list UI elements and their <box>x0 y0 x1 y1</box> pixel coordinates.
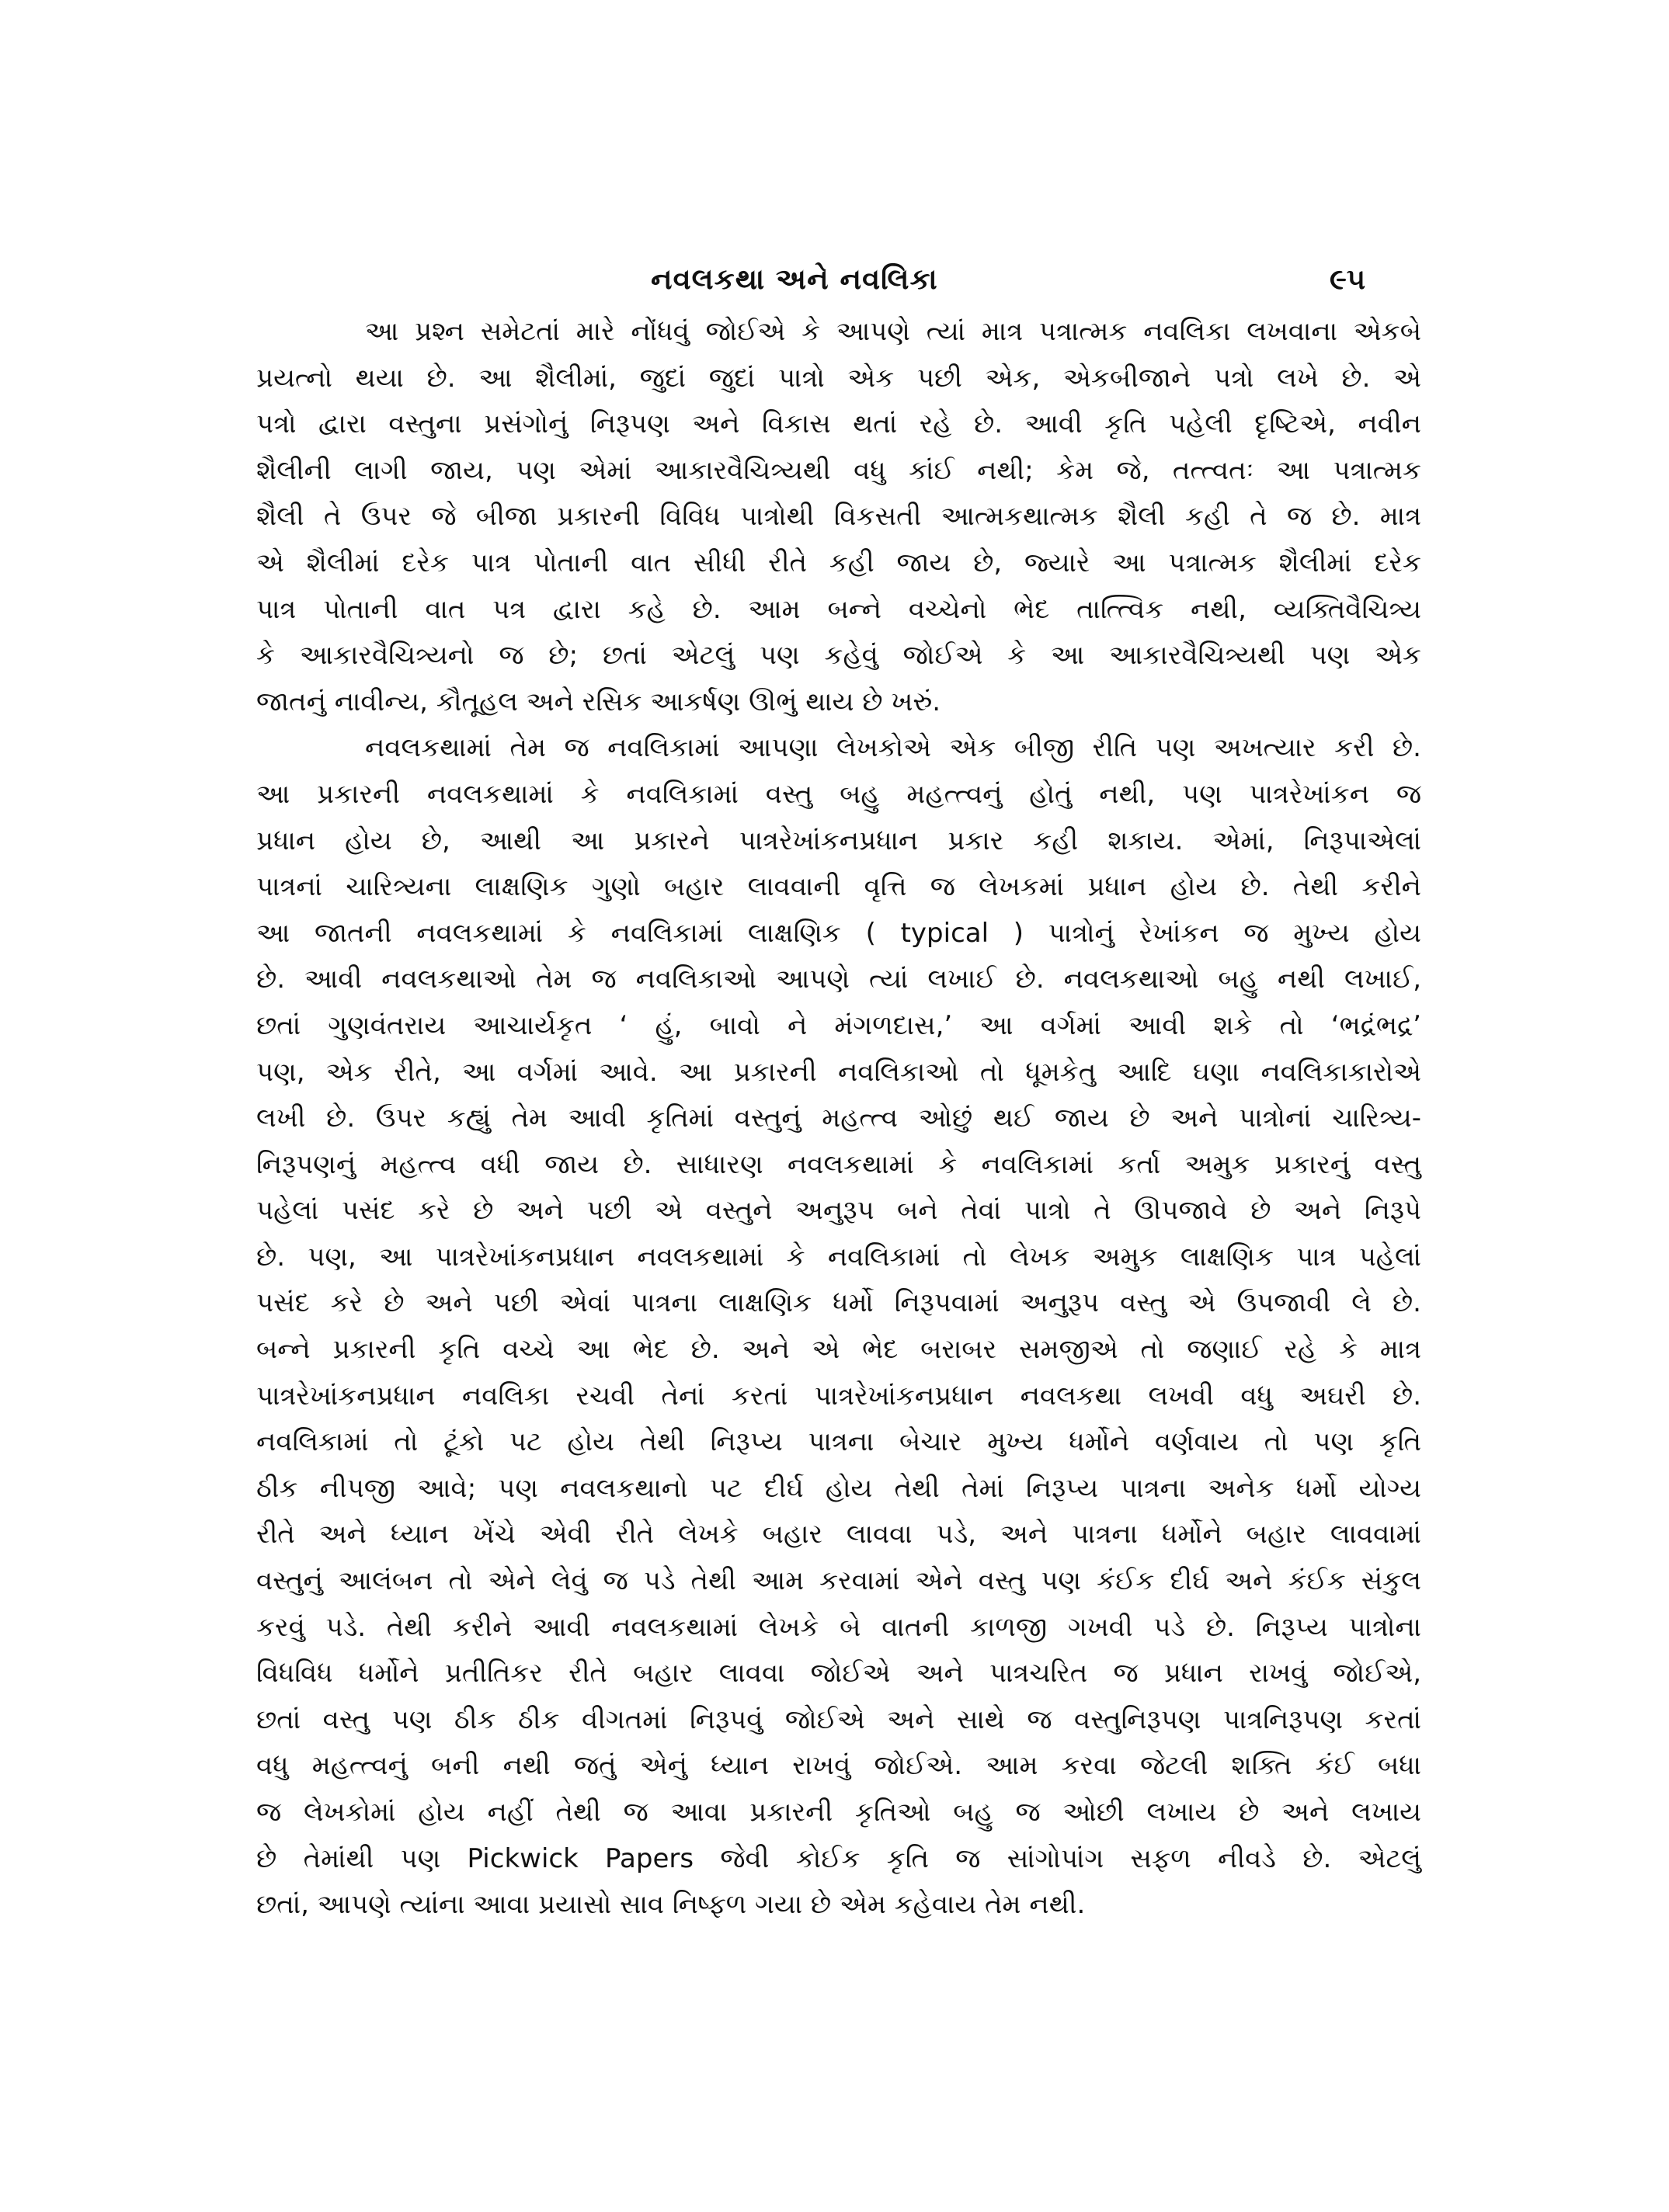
text-line: નવલિકામાં તો ટૂંકો પટ હોય તેથી નિરૂપ્ય પાત્રના બેચાર મુખ્ય ધર્મોને વર્ણવાય તો પણ કૃતિ <box>256 1426 1421 1458</box>
text-line: શૈલી તે ઉપર જે બીજા પ્રકારની વિવિધ પાત્રોથી વિકસતી આત્મકથાત્મક શૈલી કહી તે જ છે. માત્ર <box>256 501 1421 533</box>
text-line: છે. પણ, આ પાત્રરેખાંકનપ્રધાન નવલકથામાં કે નવલિકામાં તો લેખક અમુક લાક્ષણિક પાત્ર પહેલાં <box>256 1241 1421 1273</box>
text-line: પહેલાં પસંદ કરે છે અને પછી એ વસ્તુને અનુરૂપ બને તેવાં પાત્રો તે ઊપજાવે છે અને નિરૂપે <box>256 1195 1421 1227</box>
text-line: વિધવિધ ધર્મોને પ્રતીતિકર રીતે બહાર લાવવા જોઈએ અને પાત્રચરિત જ પ્રધાન રાખવું જોઈએ, <box>256 1658 1421 1689</box>
text-line: બન્ને પ્રકારની કૃતિ વચ્ચે આ ભેદ છે. અને એ ભેદ બરાબર સમજીએ તો જણાઈ રહે કે માત્ર <box>256 1334 1421 1366</box>
text-line: પાત્રનાં ચારિત્ર્યના લાક્ષણિક ગુણો બહાર લાવવાની વૃત્તિ જ લેખકમાં પ્રધાન હોય છે. તેથી કરીને <box>256 871 1421 903</box>
text-line: જ લેખકોમાં હોય નહીં તેથી જ આવા પ્રકારની કૃતિઓ બહુ જ ઓછી લખાય છે અને લખાય <box>256 1797 1421 1828</box>
text-line: શૈલીની લાગી જાય, પણ એમાં આકારવૈચિત્ર્યથી વધુ કાંઈ નથી; કેમ જે, તત્ત્વતઃ આ પત્રાત્મક <box>256 454 1421 486</box>
text-line: કરવું પડે. તેથી કરીને આવી નવલકથામાં લેખકે બે વાતની કાળજી ગખવી પડે છે. નિરૂપ્ય પાત્રોના <box>256 1611 1421 1643</box>
text-line: આ પ્રકારની નવલકથામાં કે નવલિકામાં વસ્તુ બહુ મહત્ત્વનું હોતું નથી, પણ પાત્રરેખાંકન જ <box>256 778 1421 810</box>
page-number: ૯૫ <box>1330 262 1366 296</box>
body-text <box>256 309 1421 1929</box>
text-line: પાત્ર પોતાની વાત પત્ર દ્વારા કહે છે. આમ બન્ને વચ્ચેનો ભેદ તાત્ત્વિક નથી, વ્યક્તિવૈચિત્ર્ય <box>256 593 1421 625</box>
running-title: નવલકથા અને નવલિકા <box>651 262 938 296</box>
text-line: પત્રો દ્વારા વસ્તુના પ્રસંગોનું નિરૂપણ અને વિકાસ થતાં રહે છે. આવી કૃતિ પહેલી દૃષ્ટિએ, નવીન <box>256 408 1421 440</box>
text-line: પાત્રરેખાંકનપ્રધાન નવલિકા રચવી તેનાં કરતાં પાત્રરેખાંકનપ્રધાન નવલકથા લખવી વધુ અઘરી છે. <box>256 1380 1421 1412</box>
text-line: કે આકારવૈચિત્ર્યનો જ છે; છતાં એટલું પણ કહેવું જોઈએ કે આ આકારવૈચિત્ર્યથી પણ એક <box>256 640 1421 672</box>
text-line: આ જાતની નવલકથામાં કે નવલિકામાં લાક્ષણિક ( typical ) પાત્રોનું રેખાંકન જ મુખ્ય હોય <box>256 917 1421 949</box>
text-line: ઠીક નીપજી આવે; પણ નવલકથાનો પટ દીર્ઘ હોય તેથી તેમાં નિરૂપ્ય પાત્રના અનેક ધર્મો યોગ્ય <box>256 1472 1421 1504</box>
paragraph <box>256 725 1421 1928</box>
text-line: પસંદ કરે છે અને પછી એવાં પાત્રના લાક્ષણિક ધર્મો નિરૂપવામાં અનુરૂપ વસ્તુ એ ઉપજાવી લે છે. <box>256 1287 1421 1319</box>
text-line: નિરૂપણનું મહત્ત્વ વધી જાય છે. સાધારણ નવલકથામાં કે નવલિકામાં કર્તા અમુક પ્રકારનું વસ્તુ <box>256 1148 1421 1180</box>
text-line: આ પ્રશ્ન સમેટતાં મારે નોંધવું જોઈએ કે આપણે ત્યાં માત્ર પત્રાત્મક નવલિકા લખવાના એકબે <box>365 316 1421 347</box>
text-line: છતાં વસ્તુ પણ ઠીક ઠીક વીગતમાં નિરૂપવું જોઈએ અને સાથે જ વસ્તુનિરૂપણ પાત્રનિરૂપણ કરતાં <box>256 1703 1421 1735</box>
paragraph <box>256 309 1421 725</box>
text-line: વસ્તુનું આલંબન તો એને લેવું જ પડે તેથી આમ કરવામાં એને વસ્તુ પણ કંઈક દીર્ઘ અને કંઈક સંકુલ <box>256 1565 1421 1597</box>
text-line: છતાં ગુણવંતરાય આચાર્યકૃત ‘ હું, બાવો ને મંગળદાસ,’ આ વર્ગમાં આવી શકે તો ‘ભદ્રંભદ્ર’ <box>256 1009 1421 1041</box>
text-line: છે. આવી નવલકથાઓ તેમ જ નવલિકાઓ આપણે ત્યાં લખાઈ છે. નવલકથાઓ બહુ નથી લખાઈ, <box>256 964 1421 995</box>
text-line: પણ, એક રીતે, આ વર્ગમાં આવે. આ પ્રકારની નવલિકાઓ તો ધૂમકેતુ આદિ ઘણા નવલિકાકારોએ <box>256 1056 1421 1088</box>
text-line: છે તેમાંથી પણ Pickwick Papers જેવી કોઈક કૃતિ જ સાંગોપાંગ સફળ નીવડે છે. એટલું <box>256 1842 1421 1874</box>
text-line: લખી છે. ઉપર કહ્યું તેમ આવી કૃતિમાં વસ્તુનું મહત્ત્વ ઓછું થઈ જાય છે અને પાત્રોનાં ચારિત્ર્ય- <box>256 1103 1421 1134</box>
text-line: પ્રધાન હોય છે, આથી આ પ્રકારને પાત્રરેખાંકનપ્રધાન પ્રકાર કહી શકાય. એમાં, નિરૂપાએલાં <box>256 825 1421 856</box>
text-line: છતાં, આપણે ત્યાંના આવા પ્રયાસો સાવ નિષ્ફળ ગયા છે એમ કહેવાય તેમ નથી. <box>256 1889 1086 1921</box>
text-line: જાતનું નાવીન્ય, કૌતૂહલ અને રસિક આકર્ષણ ઊભું થાય છે ખરું. <box>256 686 941 717</box>
text-line: પ્રયત્નો થયા છે. આ શૈલીમાં, જુદાં જુદાં પાત્રો એક પછી એક, એકબીજાને પત્રો લખે છે. એ <box>256 362 1421 394</box>
text-line: નવલકથામાં તેમ જ નવલિકામાં આપણા લેખકોએ એક બીજી રીતિ પણ અખત્યાર કરી છે. <box>365 732 1421 764</box>
text-line: રીતે અને ધ્યાન ખેંચે એવી રીતે લેખકે બહાર લાવવા પડે, અને પાત્રના ધર્મોને બહાર લાવવામાં <box>256 1519 1421 1550</box>
text-line: વધુ મહત્ત્વનું બની નથી જતું એનું ધ્યાન રાખવું જોઈએ. આમ કરવા જેટલી શક્તિ કંઈ બધા <box>256 1750 1421 1782</box>
text-line: એ શૈલીમાં દરેક પાત્ર પોતાની વાત સીધી રીતે કહી જાય છે, જ્યારે આ પત્રાત્મક શૈલીમાં દરેક <box>256 547 1421 578</box>
